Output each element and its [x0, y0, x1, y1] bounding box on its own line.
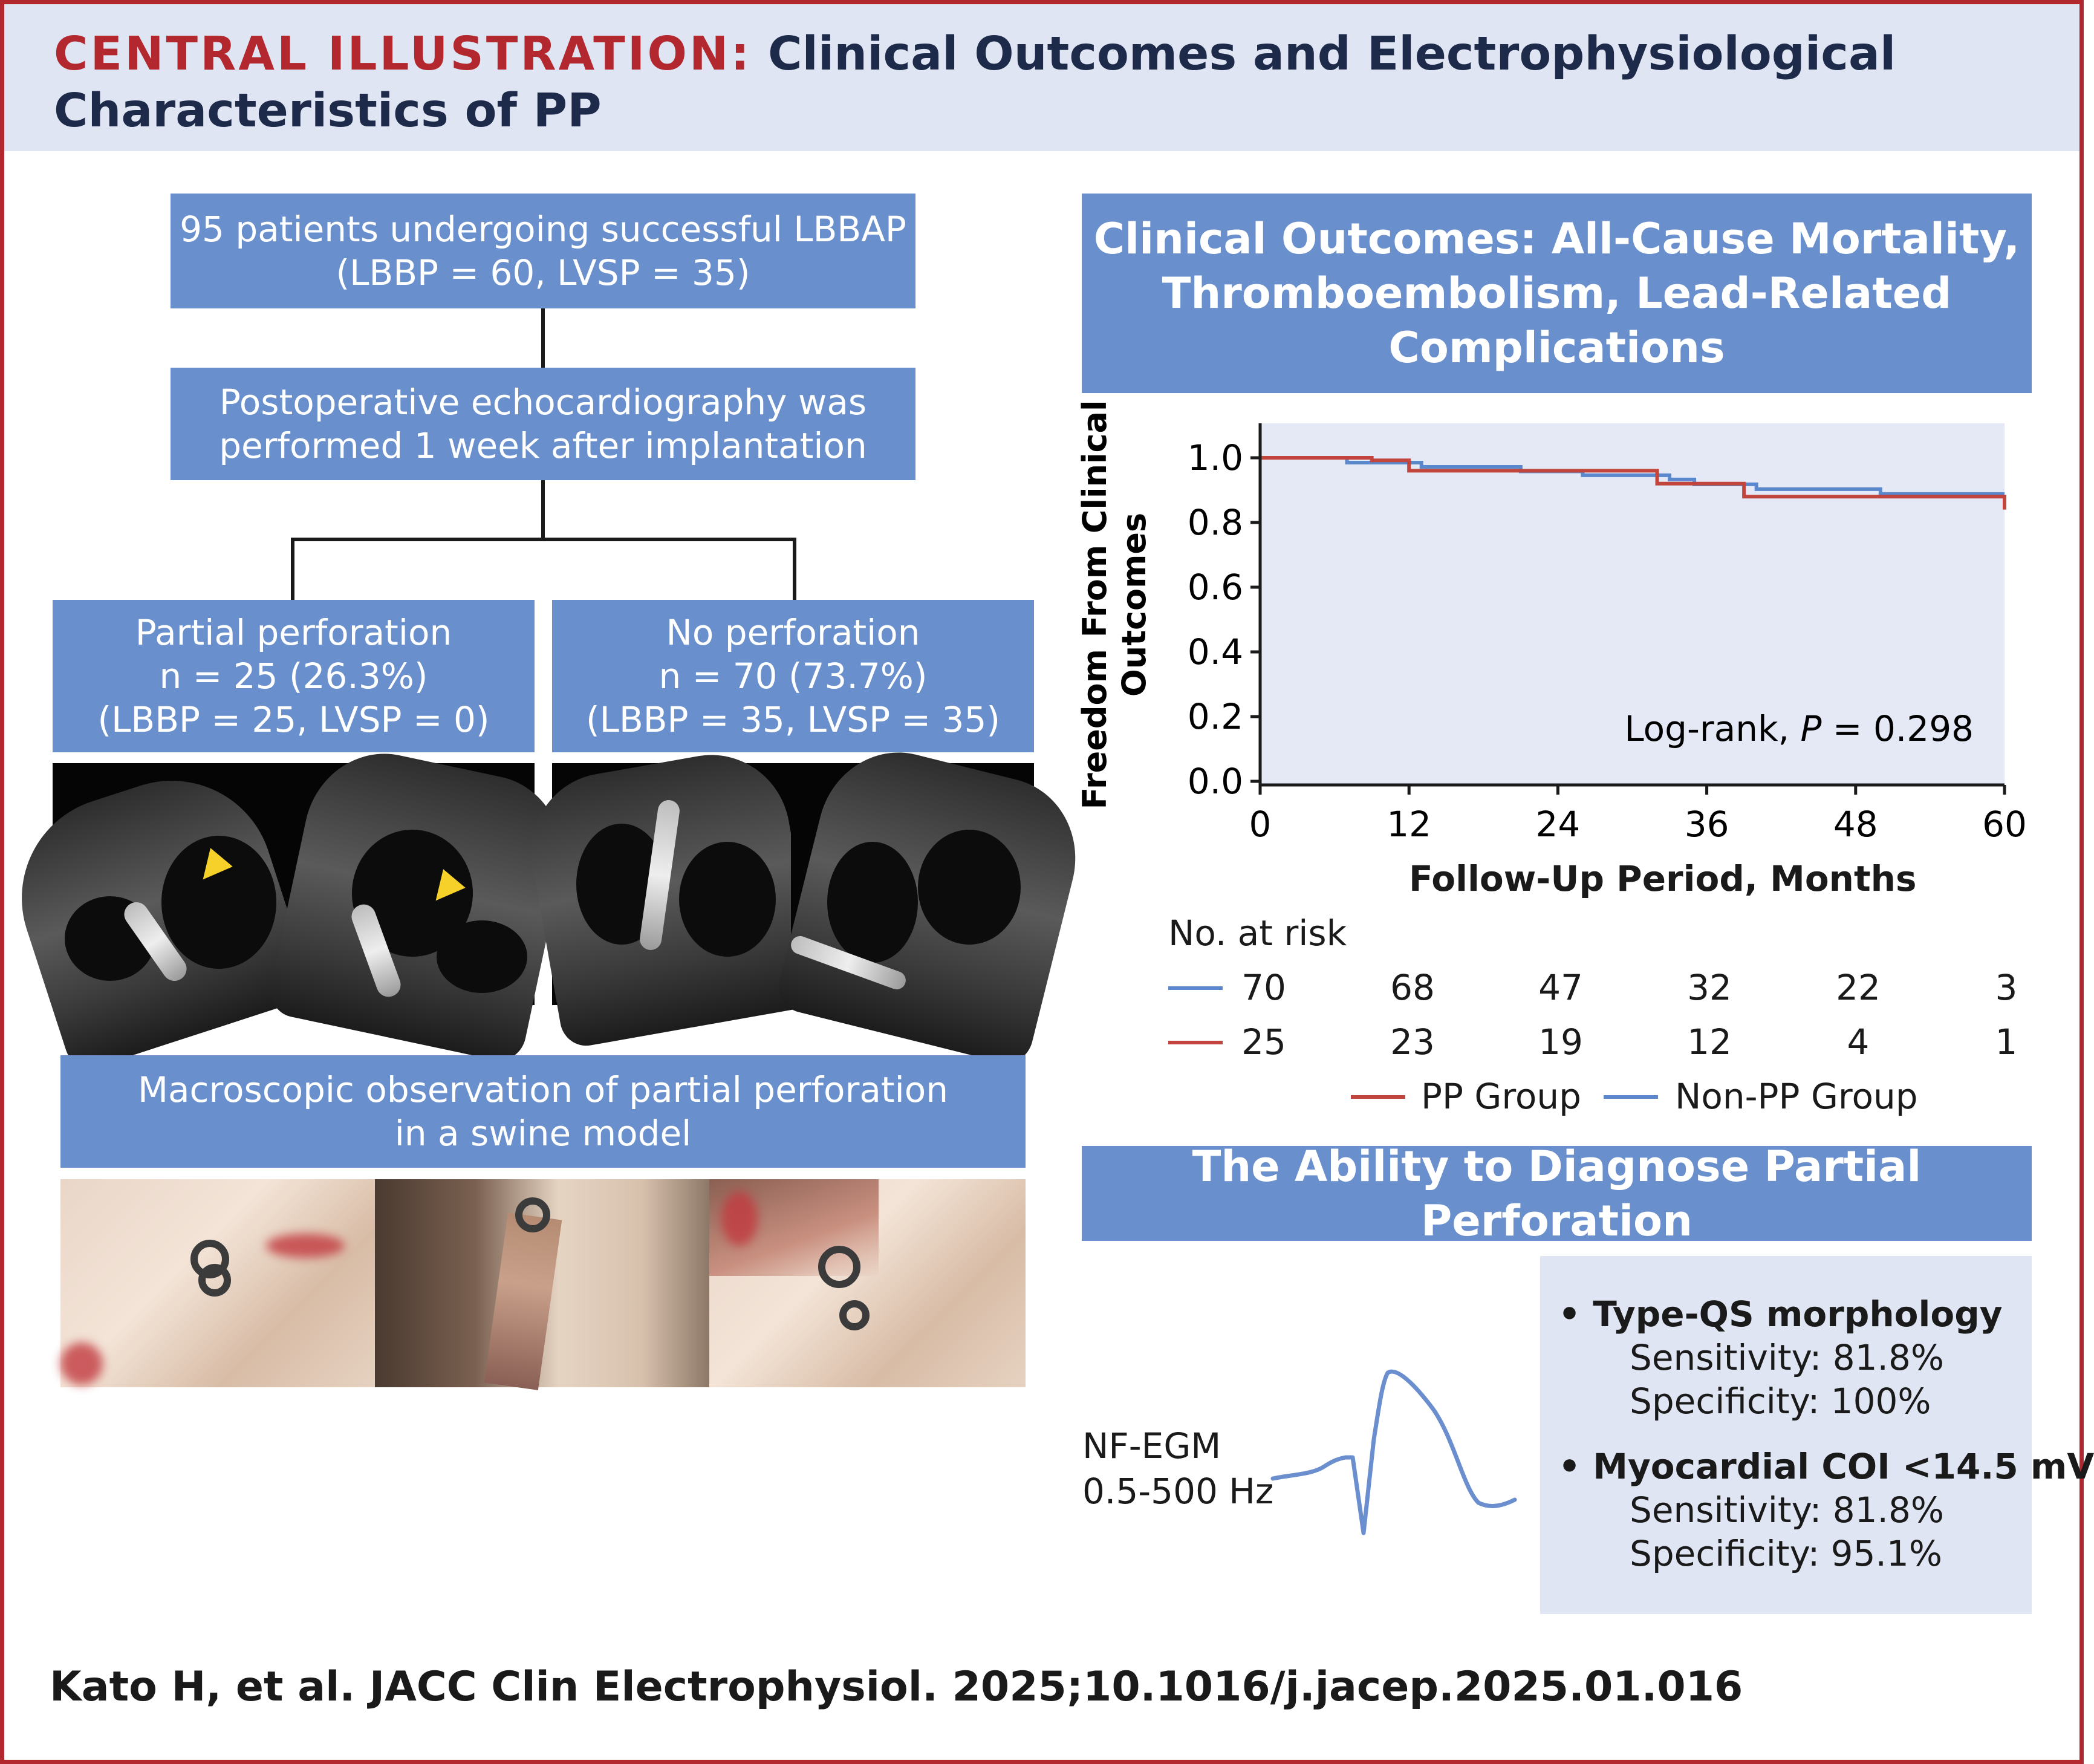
- diagnose-header: [1082, 1141, 2032, 1246]
- flow-box-echo-line2: performed 1 week after implantation: [219, 425, 867, 466]
- outcomes-line3: Complications: [1388, 323, 1725, 373]
- criterion-2-specificity: Specificity: 95.1%: [1630, 1533, 1942, 1574]
- outcomes-header: [1082, 194, 2032, 393]
- echo-image-np-2: [791, 763, 1034, 1005]
- at-risk-title: No. at risk: [1168, 913, 1347, 954]
- swine-photo-3: [709, 1179, 1026, 1387]
- title-prefix: CENTRAL ILLUSTRATION:: [54, 27, 752, 81]
- pp-line1: Partial perforation: [135, 612, 452, 653]
- np-line1: No perforation: [666, 612, 920, 653]
- np-line2: n = 70 (73.7%): [658, 656, 928, 697]
- logrank-suffix: = 0.298: [1821, 708, 1974, 749]
- x-axis-title: Follow-Up Period, Months: [1409, 858, 1917, 899]
- swine-photo-2: [375, 1179, 709, 1387]
- at-risk-value: 25: [1241, 1021, 1286, 1063]
- x-tick-label: 24: [1535, 804, 1581, 845]
- np-line3: (LBBP = 35, LVSP = 35): [586, 699, 1000, 740]
- flow-box-enrolled-line1: 95 patients undergoing successful LBBAP: [180, 209, 906, 250]
- y-tick-label: 1.0: [1187, 437, 1243, 478]
- at-risk-value: 4: [1847, 1021, 1870, 1063]
- x-tick-label: 12: [1387, 804, 1432, 845]
- citation: Kato H, et al. JACC Clin Electrophysiol. 2025;10.1016/j.jacep.2025.01.016: [50, 1663, 1743, 1711]
- at-risk-value: 19: [1538, 1021, 1583, 1063]
- y-tick-label: 0.0: [1187, 761, 1243, 802]
- title-line-2: Characteristics of PP: [54, 84, 602, 138]
- diagnostic-criteria-panel: [1540, 1256, 2094, 1614]
- criterion-2-sensitivity: Sensitivity: 81.8%: [1630, 1489, 1944, 1531]
- y-axis-label-line1: Freedom From Clinical: [1076, 400, 1114, 810]
- title-rest: Clinical Outcomes and Electrophysiological: [752, 27, 1896, 81]
- flow-box-no-perforation: [552, 600, 1034, 752]
- y-tick-label: 0.2: [1187, 696, 1243, 737]
- at-risk-swatch: [1168, 986, 1223, 990]
- macro-line1: Macroscopic observation of partial perforation: [137, 1069, 949, 1110]
- flow-box-enrolled-line2: (LBBP = 60, LVSP = 35): [336, 252, 750, 293]
- at-risk-value: 23: [1390, 1021, 1435, 1063]
- header-banner: [4, 4, 2079, 151]
- egm-label-line1: NF-EGM: [1082, 1425, 1221, 1466]
- swine-photo-1: [60, 1179, 375, 1387]
- flow-box-echo: [171, 368, 915, 480]
- logrank-p: P: [1800, 708, 1822, 749]
- at-risk-swatch: [1168, 1041, 1223, 1044]
- km-chart: [1076, 399, 2032, 883]
- at-risk-value: 22: [1836, 967, 1881, 1008]
- connector-left: [291, 538, 294, 600]
- x-tick-label: 36: [1684, 804, 1729, 845]
- at-risk-value: 1: [1995, 1021, 2018, 1063]
- connector-right: [793, 538, 796, 600]
- at-risk-value: 3: [1995, 967, 2018, 1008]
- pp-line3: (LBBP = 25, LVSP = 0): [97, 699, 490, 740]
- at-risk-value: 70: [1241, 967, 1286, 1008]
- flow-box-enrolled: [171, 194, 915, 308]
- title-line-1: [54, 27, 1896, 82]
- criterion-1-sensitivity: Sensitivity: 81.8%: [1630, 1337, 1944, 1378]
- egm-waveform: [1270, 1318, 1524, 1548]
- at-risk-value: 68: [1390, 967, 1435, 1008]
- y-tick-label: 0.4: [1187, 631, 1243, 672]
- at-risk-value: 47: [1538, 967, 1583, 1008]
- x-tick-label: 60: [1982, 804, 2027, 845]
- outcomes-line1: Clinical Outcomes: All-Cause Mortality,: [1093, 214, 2020, 264]
- criterion-1-specificity: Specificity: 100%: [1630, 1381, 1931, 1422]
- connector-1: [541, 308, 545, 368]
- logrank-annotation: [1624, 708, 1974, 749]
- pp-line2: n = 25 (26.3%): [159, 656, 428, 697]
- echo-image-np-1: [552, 763, 791, 1005]
- echo-image-pp-1: [53, 763, 291, 1005]
- criterion-1-title: • Type-QS morphology: [1558, 1294, 2003, 1335]
- flow-box-partial-perforation: [53, 600, 535, 752]
- x-tick-label: 48: [1833, 804, 1878, 845]
- legend-pp-swatch: [1351, 1095, 1405, 1099]
- y-tick-label: 0.6: [1187, 567, 1243, 608]
- echo-image-pp-2: [291, 763, 535, 1005]
- logrank-prefix: Log-rank,: [1624, 708, 1801, 749]
- flow-box-echo-line1: Postoperative echocardiography was: [219, 382, 867, 423]
- egm-label-line2: 0.5-500 Hz: [1082, 1471, 1274, 1512]
- flow-box-macroscopic: [60, 1055, 1026, 1168]
- at-risk-value: 12: [1687, 1021, 1732, 1063]
- connector-branch: [291, 538, 796, 541]
- x-tick-label: 0: [1249, 804, 1272, 845]
- y-tick-label: 0.8: [1187, 502, 1243, 543]
- legend-pp-label: PP Group: [1421, 1076, 1581, 1117]
- legend-npp-label: Non-PP Group: [1675, 1076, 1918, 1117]
- outcomes-line2: Thromboembolism, Lead-Related: [1162, 269, 1952, 318]
- macro-line2: in a swine model: [394, 1113, 692, 1154]
- at-risk-value: 32: [1687, 967, 1732, 1008]
- legend-npp-swatch: [1604, 1095, 1658, 1099]
- diagnose-header-text: The Ability to Diagnose Partial Perforation: [1192, 1141, 1922, 1246]
- y-axis-label-line2: Outcomes: [1115, 512, 1153, 697]
- connector-2: [541, 480, 545, 539]
- criterion-2-title: • Myocardial COI <14.5 mV: [1558, 1446, 2094, 1487]
